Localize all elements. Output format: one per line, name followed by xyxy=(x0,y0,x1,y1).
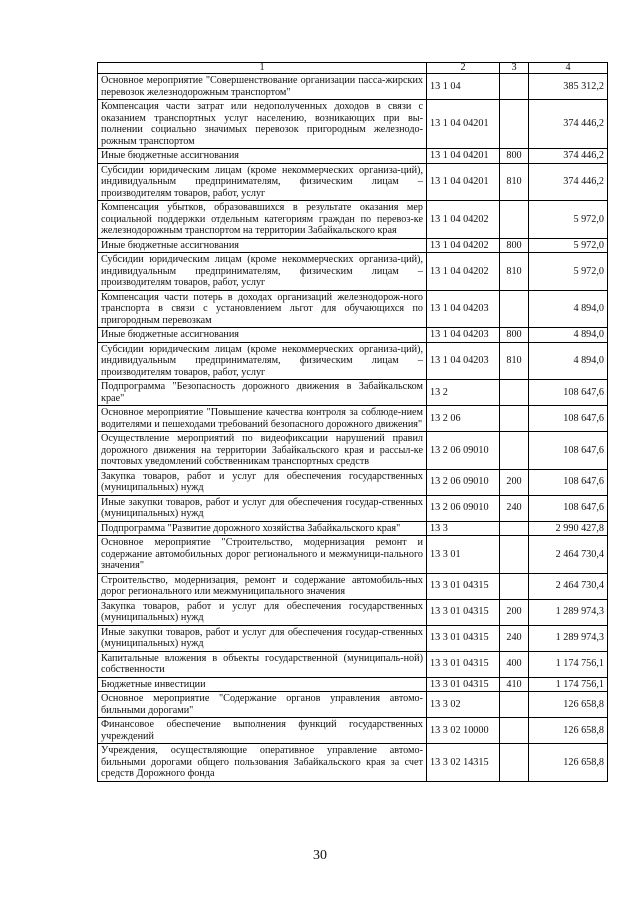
row-name: Финансовое обеспечение выполнения функций государственных учреждений xyxy=(98,718,427,744)
row-sum: 1 289 974,3 xyxy=(529,625,608,651)
row-vr xyxy=(500,718,529,744)
row-code: 13 3 01 xyxy=(427,536,500,574)
row-code: 13 3 02 14315 xyxy=(427,744,500,782)
table-row xyxy=(98,201,608,239)
row-vr: 800 xyxy=(500,149,529,164)
table-row xyxy=(98,100,608,149)
row-name: Субсидии юридическим лицам (кроме некоммерческих организа-ций), индивидуальным предпринимателям, физическим лицам – производителям товаров, работ, услуг xyxy=(98,253,427,291)
row-sum: 108 647,6 xyxy=(529,380,608,406)
row-name: Иные бюджетные ассигнования xyxy=(98,328,427,343)
row-name: Основное мероприятие "Строительство, модернизация ремонт и содержание автомобильных дорог регионального и межмуници-пального значения" xyxy=(98,536,427,574)
table-row xyxy=(98,651,608,677)
table-row xyxy=(98,469,608,495)
row-code: 13 3 01 04315 xyxy=(427,599,500,625)
table-row xyxy=(98,380,608,406)
row-code: 13 1 04 xyxy=(427,74,500,100)
row-name: Иные закупки товаров, работ и услуг для обеспечения государ-ственных (муниципальных) нужд xyxy=(98,495,427,521)
table-row xyxy=(98,238,608,253)
row-name: Основное мероприятие "Содержание органов управления автомо-бильными дорогами" xyxy=(98,692,427,718)
row-vr xyxy=(500,201,529,239)
table-row xyxy=(98,625,608,651)
header-col-name: 1 xyxy=(98,63,427,74)
row-code: 13 1 04 04201 xyxy=(427,100,500,149)
row-sum: 4 894,0 xyxy=(529,290,608,328)
row-vr xyxy=(500,290,529,328)
table-row xyxy=(98,253,608,291)
row-name: Субсидии юридическим лицам (кроме некоммерческих организа-ций), индивидуальным предпринимателям, физическим лицам – производителям товаров, работ, услуг xyxy=(98,163,427,201)
row-sum: 374 446,2 xyxy=(529,163,608,201)
row-vr: 410 xyxy=(500,677,529,692)
row-code: 13 2 06 09010 xyxy=(427,495,500,521)
row-name: Закупка товаров, работ и услуг для обеспечения государственных (муниципальных) нужд xyxy=(98,469,427,495)
row-sum: 374 446,2 xyxy=(529,100,608,149)
row-sum: 108 647,6 xyxy=(529,406,608,432)
row-sum: 1 174 756,1 xyxy=(529,677,608,692)
table-row xyxy=(98,744,608,782)
row-vr xyxy=(500,573,529,599)
row-name: Бюджетные инвестиции xyxy=(98,677,427,692)
row-code: 13 3 xyxy=(427,521,500,536)
row-code: 13 1 04 04203 xyxy=(427,290,500,328)
row-code: 13 1 04 04202 xyxy=(427,238,500,253)
row-name: Строительство, модернизация, ремонт и содержание автомобиль-ных дорог регионального или межмуниципального значения xyxy=(98,573,427,599)
row-name: Осуществление мероприятий по видеофиксации нарушений правил дорожного движения на территории Забайкальского края и рассыл-ке почтовых уведомлений собственникам транспортных средств xyxy=(98,432,427,470)
row-sum: 385 312,2 xyxy=(529,74,608,100)
row-vr: 800 xyxy=(500,328,529,343)
row-vr: 810 xyxy=(500,342,529,380)
row-sum: 374 446,2 xyxy=(529,149,608,164)
table-row xyxy=(98,599,608,625)
row-code: 13 1 04 04203 xyxy=(427,342,500,380)
row-vr xyxy=(500,74,529,100)
row-code: 13 2 xyxy=(427,380,500,406)
row-sum: 4 894,0 xyxy=(529,342,608,380)
row-vr xyxy=(500,521,529,536)
table-row xyxy=(98,342,608,380)
header-row xyxy=(98,63,608,74)
budget-table xyxy=(97,62,608,782)
row-sum: 2 464 730,4 xyxy=(529,573,608,599)
row-sum: 5 972,0 xyxy=(529,253,608,291)
table-row xyxy=(98,149,608,164)
row-vr xyxy=(500,744,529,782)
row-name: Компенсация части затрат или недополученных доходов в связи с оказанием транспортных услуг населению, возникающих при вы-полнении социально значимых перевозок пригородным железнодо-рожным транспортом xyxy=(98,100,427,149)
row-sum: 126 658,8 xyxy=(529,718,608,744)
row-code: 13 3 01 04315 xyxy=(427,573,500,599)
row-sum: 126 658,8 xyxy=(529,744,608,782)
row-vr: 810 xyxy=(500,163,529,201)
row-code: 13 3 01 04315 xyxy=(427,625,500,651)
table-row xyxy=(98,328,608,343)
table-row xyxy=(98,432,608,470)
document-page xyxy=(97,62,607,782)
row-code: 13 3 02 10000 xyxy=(427,718,500,744)
row-name: Капитальные вложения в объекты государственной (муниципаль-ной) собственности xyxy=(98,651,427,677)
row-name: Иные бюджетные ассигнования xyxy=(98,238,427,253)
row-vr xyxy=(500,432,529,470)
row-name: Иные бюджетные ассигнования xyxy=(98,149,427,164)
row-code: 13 1 04 04201 xyxy=(427,149,500,164)
row-code: 13 1 04 04202 xyxy=(427,201,500,239)
table-row xyxy=(98,536,608,574)
row-sum: 5 972,0 xyxy=(529,238,608,253)
row-code: 13 3 02 xyxy=(427,692,500,718)
table-body xyxy=(98,74,608,782)
row-sum: 2 464 730,4 xyxy=(529,536,608,574)
row-code: 13 2 06 09010 xyxy=(427,469,500,495)
row-sum: 1 289 974,3 xyxy=(529,599,608,625)
table-row xyxy=(98,692,608,718)
row-vr xyxy=(500,536,529,574)
header-col-code: 2 xyxy=(427,63,500,74)
table-row xyxy=(98,495,608,521)
row-sum: 5 972,0 xyxy=(529,201,608,239)
table-row xyxy=(98,163,608,201)
table-row xyxy=(98,290,608,328)
row-code: 13 1 04 04203 xyxy=(427,328,500,343)
row-sum: 1 174 756,1 xyxy=(529,651,608,677)
row-name: Компенсация убытков, образовавшихся в результате оказания мер социальной поддержки отдельным категориям граждан по перевоз-ке железнодорожным транспортом на территории Забайкальского края xyxy=(98,201,427,239)
table-row xyxy=(98,406,608,432)
row-vr xyxy=(500,380,529,406)
row-sum: 108 647,6 xyxy=(529,495,608,521)
page-number: 30 xyxy=(313,848,327,863)
header-col-sum: 4 xyxy=(529,63,608,74)
row-vr xyxy=(500,100,529,149)
table-row xyxy=(98,677,608,692)
row-name: Подпрограмма "Развитие дорожного хозяйства Забайкальского края" xyxy=(98,521,427,536)
row-code: 13 1 04 04201 xyxy=(427,163,500,201)
row-name: Основное мероприятие "Повышение качества контроля за соблюде-нием водителями и пешеходами требований безопасного дорожного движения" xyxy=(98,406,427,432)
row-sum: 4 894,0 xyxy=(529,328,608,343)
row-name: Иные закупки товаров, работ и услуг для обеспечения государ-ственных (муниципальных) нужд xyxy=(98,625,427,651)
row-name: Учреждения, осуществляющие оперативное управление автомо-бильными дорогами общего пользования Забайкальского края за счет средств Дорожного фонда xyxy=(98,744,427,782)
row-code: 13 2 06 09010 xyxy=(427,432,500,470)
row-sum: 126 658,8 xyxy=(529,692,608,718)
row-name: Субсидии юридическим лицам (кроме некоммерческих организа-ций), индивидуальным предпринимателям, физическим лицам – производителям товаров, работ, услуг xyxy=(98,342,427,380)
table-row xyxy=(98,573,608,599)
row-code: 13 3 01 04315 xyxy=(427,677,500,692)
table-row xyxy=(98,74,608,100)
row-vr: 400 xyxy=(500,651,529,677)
row-vr: 810 xyxy=(500,253,529,291)
row-name: Компенсация части потерь в доходах организаций железнодорож-ного транспорта в связи с установлением льгот для обучающихся по пригородным перевозкам xyxy=(98,290,427,328)
row-vr xyxy=(500,406,529,432)
row-vr: 800 xyxy=(500,238,529,253)
row-name: Основное мероприятие "Совершенствование организации пасса-жирских перевозок железнодорожным транспортом" xyxy=(98,74,427,100)
header-col-vr: 3 xyxy=(500,63,529,74)
table-row xyxy=(98,718,608,744)
row-vr: 240 xyxy=(500,625,529,651)
row-vr: 240 xyxy=(500,495,529,521)
row-vr: 200 xyxy=(500,469,529,495)
row-code: 13 3 01 04315 xyxy=(427,651,500,677)
row-vr: 200 xyxy=(500,599,529,625)
row-code: 13 2 06 xyxy=(427,406,500,432)
table-row xyxy=(98,521,608,536)
row-sum: 108 647,6 xyxy=(529,469,608,495)
row-sum: 2 990 427,8 xyxy=(529,521,608,536)
row-vr xyxy=(500,692,529,718)
row-sum: 108 647,6 xyxy=(529,432,608,470)
row-code: 13 1 04 04202 xyxy=(427,253,500,291)
row-name: Подпрограмма "Безопасность дорожного движения в Забайкальском крае" xyxy=(98,380,427,406)
row-name: Закупка товаров, работ и услуг для обеспечения государственных (муниципальных) нужд xyxy=(98,599,427,625)
